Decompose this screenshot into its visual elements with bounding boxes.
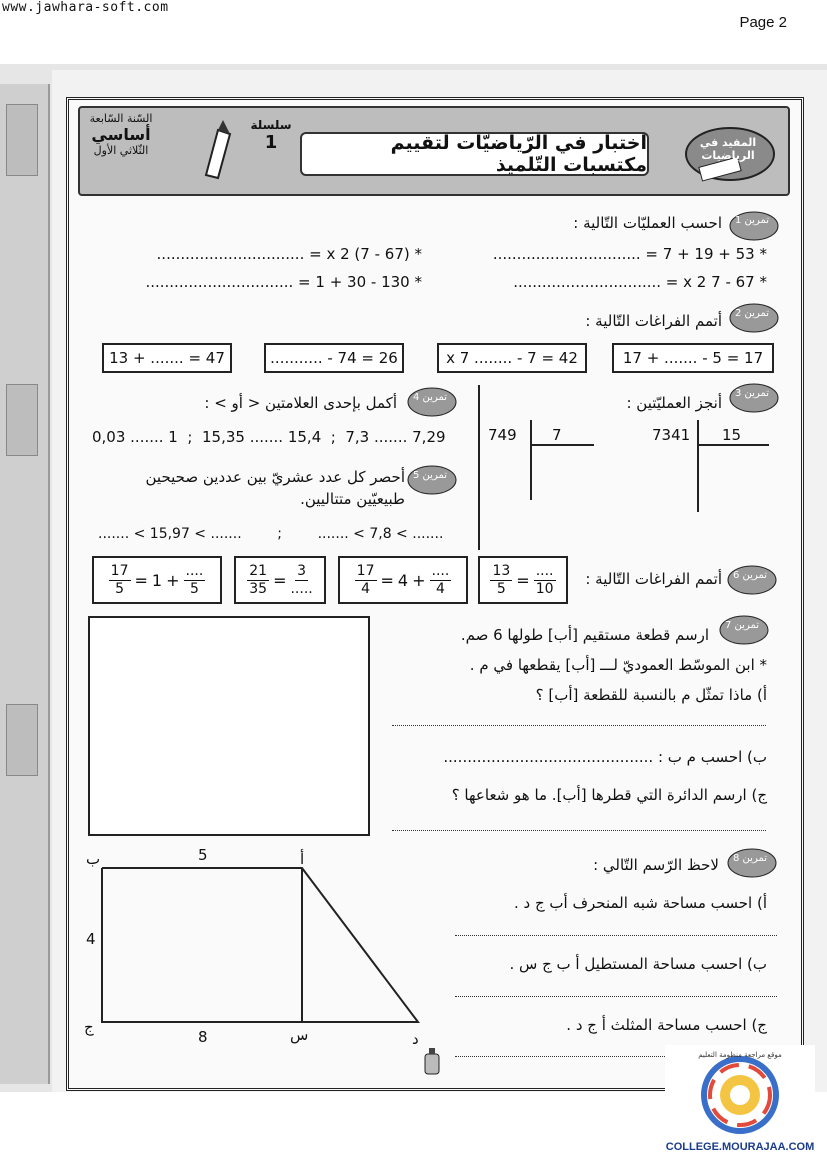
brand-logo [680, 114, 776, 184]
exercise-2-box-4: 13 + ....... = 47 [102, 343, 232, 373]
level-block [86, 112, 156, 157]
exercise-2-box-1: 17 + ....... - 5 = 17 [612, 343, 774, 373]
series-number: 1 [264, 132, 278, 153]
fraction-4-num-right: .... [185, 562, 204, 579]
side-top-length: 5 [198, 846, 208, 864]
fraction-box-1: $\frac{13}{5}$ = $\frac{....}{10}$ [478, 556, 568, 604]
point-c-label: ج [84, 1018, 94, 1036]
exercise-2-badge: تمرين 2 [735, 308, 770, 319]
side-left-length: 4 [86, 930, 96, 948]
side-bottom-length: 8 [198, 1028, 208, 1046]
trapezoid-figure [100, 866, 430, 1028]
exercise-7-line-1: ارسم قطعة مستقيم [أب] طولها 6 صم. [460, 626, 709, 644]
level-line-1: السّنة السّابعة [89, 112, 153, 125]
source-url: www.jawhara-soft.com [2, 0, 169, 15]
page-number: Page 2 [739, 14, 787, 31]
fraction-box-3: $\frac{21}{35}$ = $\frac{3}{.....}$ [234, 556, 326, 604]
exercise-7-line-4: ب) احسب م ب : ............................................ [443, 748, 767, 766]
exercise-6-badge: تمرين 6 [733, 570, 768, 581]
drawing-area [88, 616, 370, 836]
level-line-2: أساسي [91, 125, 151, 144]
exercise-8-line-3: ج) احسب مساحة المثلث أ ج د . [566, 1016, 767, 1034]
point-d-label: د [412, 1030, 419, 1048]
exercise-4-title: أكمل بإحدى العلامتين < أو > : [204, 394, 397, 412]
point-b-label: ب [86, 850, 101, 868]
exercise-2-box-3: ........... - 74 = 26 [264, 343, 404, 373]
fraction-2-den-right: 4 [435, 580, 445, 597]
answer-line-1 [392, 725, 766, 726]
exercise-5-badge: تمرين 5 [413, 470, 448, 481]
exercise-1-op-1: * 53 + 19 + 7 = ............................... [492, 245, 767, 263]
pencil-icon [196, 120, 246, 180]
point-a-label: أ [300, 850, 305, 868]
division-1-dividend: 7341 [652, 426, 691, 444]
division-2-divisor: 7 [552, 426, 562, 444]
fraction-box-4: $\frac{17}{5}$ = 1 + $\frac{....}{5}$ [92, 556, 222, 604]
binding-strip [0, 84, 50, 1084]
exercise-8-line-1: أ) احسب مساحة شبه المنحرف أب ج د . [513, 894, 767, 912]
exercise-8-title: لاحظ الرّسم التّالي : [593, 856, 719, 874]
fraction-3-num-left: 21 [249, 562, 268, 579]
column-divider [478, 385, 480, 550]
exercise-7-badge: تمرين 7 [725, 620, 760, 631]
fraction-box-2: $\frac{17}{4}$ = 4 + $\frac{....}{4}$ [338, 556, 468, 604]
series-block [246, 118, 296, 153]
exercise-1-op-2: * 67 - 7 x 2 = ............................... [513, 273, 767, 291]
exercise-1-title: احسب العمليّات التّالية : [573, 214, 722, 232]
lamp-ornament-icon [421, 1048, 443, 1078]
fraction-1-num-left: 13 [492, 562, 511, 579]
fraction-4-whole: 1 [151, 570, 163, 590]
exercise-2-title: أتمم الفراغات التّالية : [585, 312, 722, 330]
exercise-8-line-2: ب) احسب مساحة المستطيل أ ب ج س . [509, 955, 767, 973]
exercise-6-title: أتمم الفراغات التّالية : [585, 570, 722, 588]
worksheet-title: اختبار في الرّياضيّات لتقييم مكتسبات التّلميذ [300, 132, 649, 176]
exercise-1-badge: تمرين 1 [735, 215, 770, 226]
exercise-3-badge: تمرين 3 [735, 388, 770, 399]
fraction-3-num-right: 3 [297, 562, 307, 579]
fraction-1-den-right: 10 [535, 580, 554, 597]
fraction-3-den-left: 35 [249, 580, 268, 597]
brand-text: المفيد في الرياضيات [699, 136, 757, 162]
exercise-4-badge: تمرين 4 [413, 392, 448, 403]
division-1-divisor: 15 [722, 426, 742, 444]
exercise-5-title: أحصر كل عدد عشريّ بين عددين صحيحين طبيعيّين متتاليين. [145, 468, 405, 508]
answer-line-4 [455, 996, 777, 997]
level-line-3: الثّلاثي الأول [93, 144, 149, 157]
answer-line-3 [455, 935, 777, 936]
exercise-1-op-4: * 130 - 30 + 1 = ............................... [145, 273, 422, 291]
division-2-hline [530, 444, 594, 446]
answer-line-2 [392, 830, 766, 831]
fraction-4-den-right: 5 [189, 580, 199, 597]
fraction-1-num-right: .... [535, 562, 554, 579]
series-label: سلسلة [250, 118, 292, 132]
globe-logo-icon [665, 1045, 815, 1141]
fraction-3-den-right: ..... [290, 580, 313, 597]
division-2-dividend: 749 [488, 426, 517, 444]
exercise-7-line-2: * ابن الموسّط العموديّ لـــ [أب] يقطعها في م . [469, 656, 767, 674]
fraction-2-num-right: .... [431, 562, 450, 579]
logo-arc-text: موقع مراجعة منظومة التعليم [698, 1051, 782, 1059]
site-logo [665, 1045, 815, 1157]
exercise-5-line: ....... < 15,97 < ....... ; ....... < 7,8 < ....... [98, 526, 444, 542]
fraction-2-num-left: 17 [356, 562, 375, 579]
fraction-2-den-left: 4 [361, 580, 371, 597]
exercise-2-box-2: x 7 ........ - 7 = 42 [437, 343, 587, 373]
exercise-1-op-3: * (67 - 7) x 2 = ............................... [156, 245, 422, 263]
division-1-vline [697, 420, 699, 512]
exercise-4-line: 0,03 ....... 1 ; 15,35 ....... 15,4 ; 7,3 ....... 7,29 [92, 428, 446, 446]
exercise-7-line-3: أ) ماذا تمثّل م بالنسبة للقطعة [أب] ؟ [535, 686, 767, 704]
exercise-8-badge: تمرين 8 [733, 853, 768, 864]
logo-domain: COLLEGE.MOURAJAA.COM [665, 1141, 815, 1153]
fraction-2-whole: 4 [397, 570, 409, 590]
exercise-7-line-5: ج) ارسم الدائرة التي قطرها [أب]. ما هو شعاعها ؟ [451, 786, 767, 804]
point-s-label: س [290, 1026, 309, 1044]
fraction-1-den-left: 5 [496, 580, 506, 597]
fraction-4-den-left: 5 [115, 580, 125, 597]
division-1-hline [697, 444, 769, 446]
fraction-4-num-left: 17 [110, 562, 129, 579]
exercise-3-title: أنجز العمليّتين : [626, 394, 722, 412]
division-2-vline [530, 420, 532, 500]
